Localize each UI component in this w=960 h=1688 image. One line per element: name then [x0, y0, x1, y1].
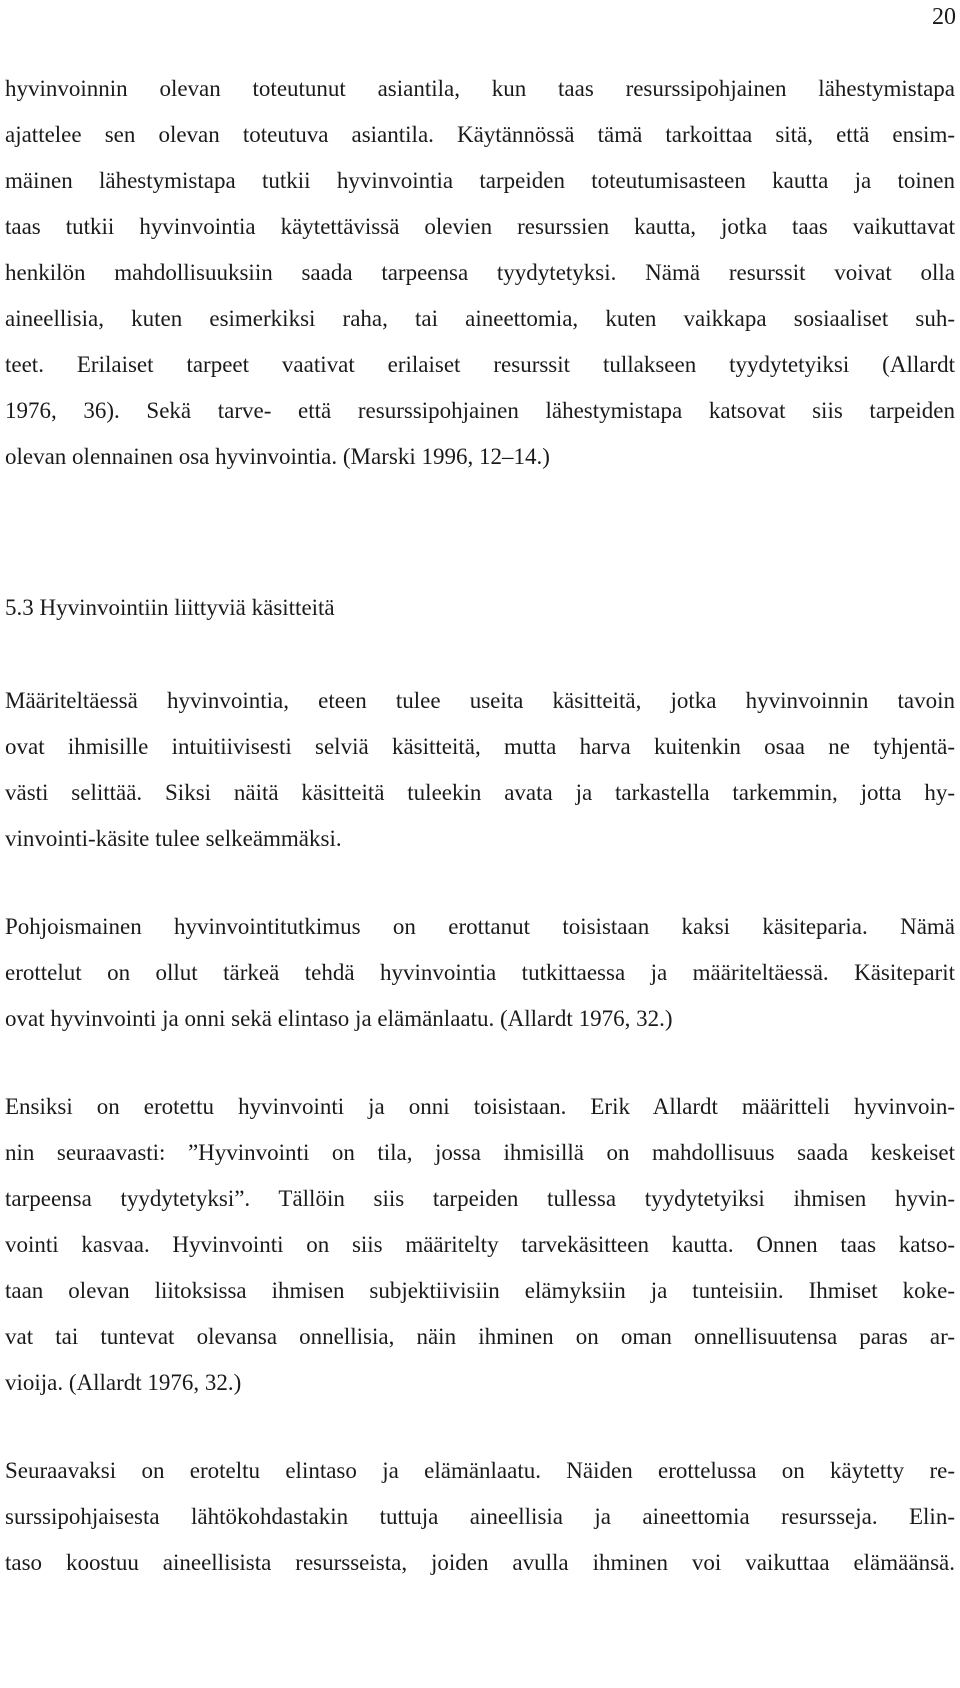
- text-line: hyvinvoinnin olevan toteutunut asiantila, kun taas resurssipohjainen lähestymistapa: [5, 76, 955, 101]
- text-line: Ensiksi on erotettu hyvinvointi ja onni toisistaan. Erik Allardt määritteli hyvinvoin-: [5, 1094, 955, 1119]
- text-line: västi selittää. Siksi näitä käsitteitä tuleekin avata ja tarkastella tarkemmin, jotta hy-: [5, 780, 955, 805]
- text-line: olevan olennainen osa hyvinvointia. (Marski 1996, 12–14.): [5, 444, 550, 469]
- text-line: surssipohjaisesta lähtökohdastakin tuttuja aineellisia ja aineettomia resursseja. Elin-: [5, 1504, 955, 1529]
- text-line: teet. Erilaiset tarpeet vaativat erilaiset resurssit tullakseen tyydytetyiksi (Allardt: [5, 352, 955, 377]
- text-line: erottelut on ollut tärkeä tehdä hyvinvointia tutkittaessa ja määriteltäessä. Käsiteparit: [5, 960, 955, 985]
- page-number: 20: [932, 4, 956, 30]
- text-line: henkilön mahdollisuuksiin saada tarpeensa tyydytetyksi. Nämä resurssit voivat olla: [5, 260, 955, 285]
- text-line: vat tai tuntevat olevansa onnellisia, näin ihminen on oman onnellisuutensa paras ar-: [5, 1324, 955, 1349]
- section-heading: 5.3 Hyvinvointiin liittyviä käsitteitä: [5, 595, 335, 620]
- text-line: ovat hyvinvointi ja onni sekä elintaso ja elämänlaatu. (Allardt 1976, 32.): [5, 1006, 673, 1031]
- text-line: aineellisia, kuten esimerkiksi raha, tai aineettomia, kuten vaikkapa sosiaaliset suh-: [5, 306, 955, 331]
- text-line: vointi kasvaa. Hyvinvointi on siis määritelty tarvekäsitteen kautta. Onnen taas katso-: [5, 1232, 955, 1257]
- text-line: taan olevan liitoksissa ihmisen subjektiivisiin elämyksiin ja tunteisiin. Ihmiset koke-: [5, 1278, 955, 1303]
- text-line: taso koostuu aineellisista resursseista, joiden avulla ihminen voi vaikuttaa elämäänsä.: [5, 1550, 955, 1575]
- text-line: tarpeensa tyydytetyksi”. Tällöin siis tarpeiden tullessa tyydytetyiksi ihmisen hyvin-: [5, 1186, 955, 1211]
- text-line: Pohjoismainen hyvinvointitutkimus on erottanut toisistaan kaksi käsiteparia. Nämä: [5, 914, 955, 939]
- text-line: nin seuraavasti: ”Hyvinvointi on tila, jossa ihmisillä on mahdollisuus saada keskeiset: [5, 1140, 955, 1165]
- text-line: vinvointi-käsite tulee selkeämmäksi.: [5, 826, 342, 851]
- text-line: Seuraavaksi on eroteltu elintaso ja elämänlaatu. Näiden erottelussa on käytetty re-: [5, 1458, 955, 1483]
- text-line: ajattelee sen olevan toteutuva asiantila. Käytännössä tämä tarkoittaa sitä, että ensim-: [5, 122, 955, 147]
- text-line: Määriteltäessä hyvinvointia, eteen tulee useita käsitteitä, jotka hyvinvoinnin tavoin: [5, 688, 955, 713]
- text-line: mäinen lähestymistapa tutkii hyvinvointia tarpeiden toteutumisasteen kautta ja toinen: [5, 168, 955, 193]
- text-line: 1976, 36). Sekä tarve- että resurssipohjainen lähestymistapa katsovat siis tarpeiden: [5, 398, 955, 423]
- text-line: taas tutkii hyvinvointia käytettävissä olevien resurssien kautta, jotka taas vaikuttavat: [5, 214, 955, 239]
- text-line: ovat ihmisille intuitiivisesti selviä käsitteitä, mutta harva kuitenkin osaa ne tyhjentä-: [5, 734, 955, 759]
- text-line: vioija. (Allardt 1976, 32.): [5, 1370, 242, 1395]
